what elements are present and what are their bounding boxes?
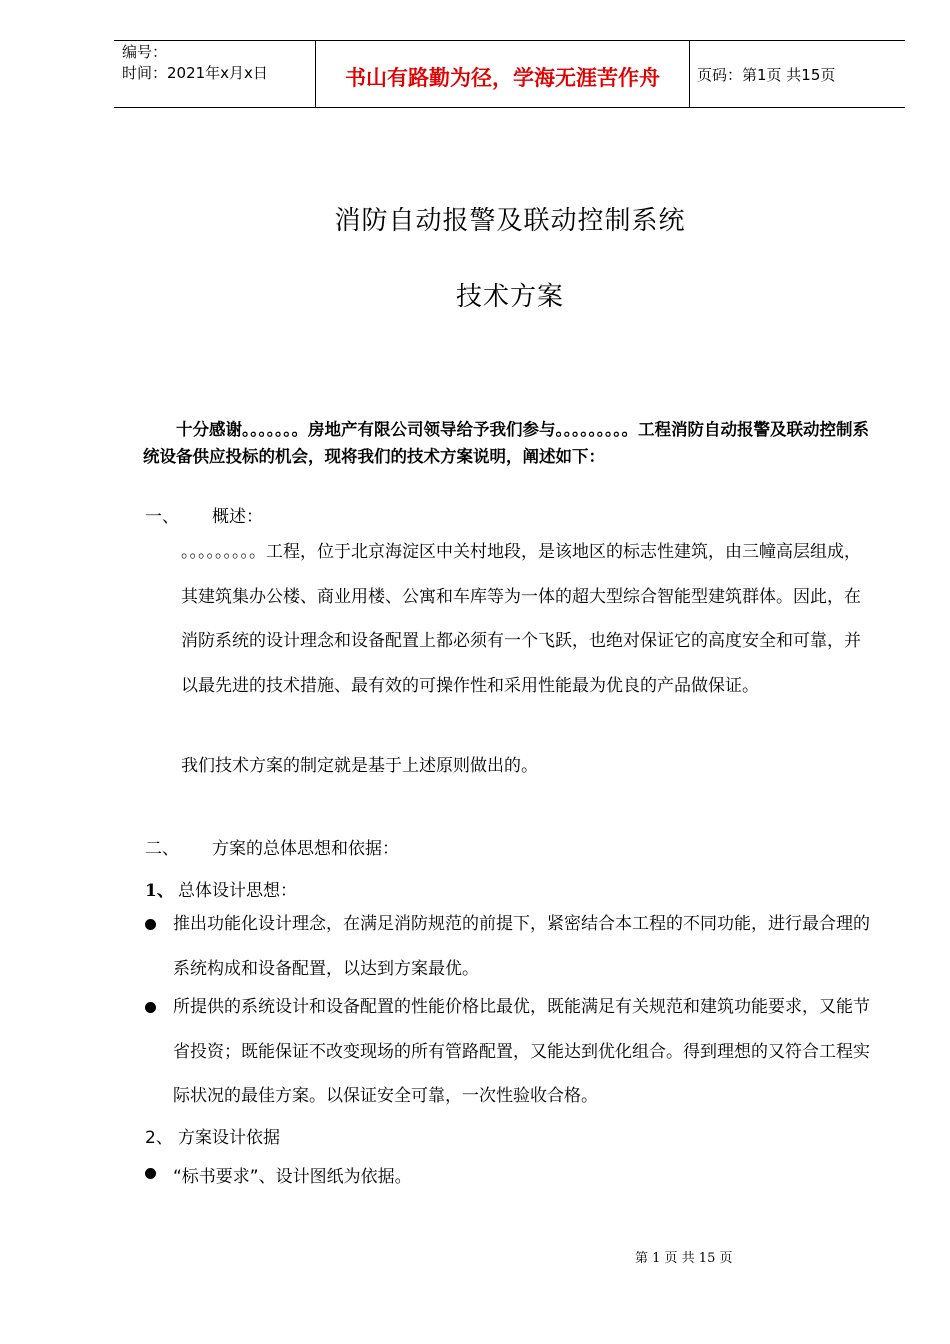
section1-paragraph1: 。。。。。。。。。工程，位于北京海淀区中关村地段，是该地区的标志性建筑，由三幢高层组成，其建筑集办公楼、商业用楼、公寓和车库等为一体的超大型综合智能型建筑群体。因此，在消防系统的设计理念和设备配置上都必须有一个飞跃，也绝对保证它的高度安全和可靠，并以最先进的技术措施、最有效的可操作性和采用性能最为优良的产品做保证。: [181, 542, 861, 696]
bullet-item-2: 所提供的系统设计和设备配置的性能价格比最优，既能满足有关规范和建筑功能要求，又能节省投资；既能保证不改变现场的所有管路配置，又能达到优化组合。得到理想的又符合工程实际状况的最佳方案。以保证安全可靠，一次性验收合格。: [173, 997, 870, 1106]
document-subtitle: 技术方案: [455, 282, 564, 312]
header-top-border: [114, 40, 905, 41]
subsection1-title: 总体设计思想：: [178, 881, 297, 901]
intro-text: 十分感谢。。。。。。。房地产有限公司领导给予我们参与。。。。。。。。。工程消防自动报警及联动控制系统设备供应投标的机会，现将我们的技术方案说明，阐述如下：: [143, 420, 869, 466]
header-divider-right: [689, 40, 690, 107]
bullet-item-3: “标书要求”、设计图纸为依据。: [173, 1167, 412, 1187]
bullet-icon: [145, 1168, 156, 1179]
document-title: 消防自动报警及联动控制系统: [334, 206, 686, 236]
number-label: 编号：: [122, 43, 168, 61]
section1-title: 概述：: [212, 507, 263, 527]
section2-number: 二、: [145, 839, 179, 859]
header-motto: 书山有路勤为径，学海无涯苦作舟: [345, 65, 660, 90]
section2-title: 方案的总体思想和依据：: [212, 839, 399, 859]
header-meta: [122, 42, 268, 84]
header-bottom-border: [114, 107, 905, 108]
header-page-info: 页码：第1页 共15页: [697, 66, 836, 84]
subsection2-title: 方案设计依据: [178, 1128, 280, 1148]
bullet-icon: [145, 1002, 156, 1013]
page-footer: 第 1 页 共 15 页: [635, 1251, 733, 1266]
subsection1-number: 1、: [145, 881, 174, 901]
section1-number: 一、: [145, 507, 179, 527]
section1-paragraph2: 我们技术方案的制定就是基于上述原则做出的。: [181, 756, 538, 776]
time-label: 时间：2021年x月x日: [122, 64, 268, 82]
subsection2-number: 2、: [145, 1128, 173, 1148]
intro-paragraph: [143, 416, 875, 470]
bullet-icon: [145, 919, 156, 930]
bullet-item-1: 推出功能化设计理念，在满足消防规范的前提下，紧密结合本工程的不同功能，进行最合理的系统构成和设备配置，以达到方案最优。: [173, 914, 870, 979]
